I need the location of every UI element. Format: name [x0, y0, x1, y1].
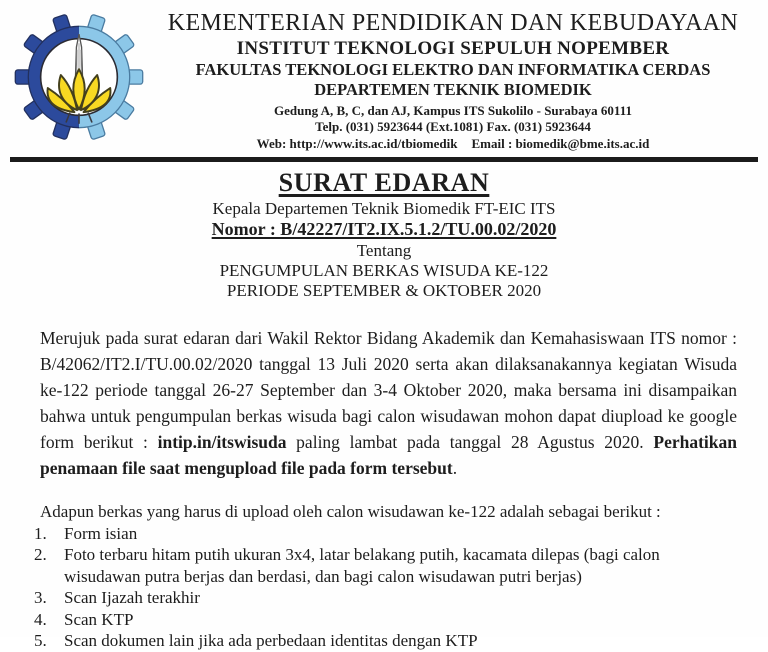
issuer-line: Kepala Departemen Teknik Biomedik FT-EIC ITS: [212, 199, 556, 218]
website-text: Web: http://www.its.ac.id/tbiomedik: [256, 136, 458, 151]
list-item-number: 5.: [34, 631, 47, 650]
paragraph-text-1: Merujuk pada surat edaran dari Wakil Rektor Bidang Akademik dan Kemahasiswaan ITS nomor : B/42062/IT2.I/TU.00.02/2020 tanggal 13 Juli 2020 serta akan dilaksanakannya kegiatan Wisuda ke-122 periode tanggal 26-27 September dan 3-4 Oktober 2020, maka bersama ini disampaikan bahwa untuk pengumpulan berkas wisuda bagi calon wisudawan mohon dapat diupload ke google form berikut :: [40, 328, 737, 452]
address-line: Gedung A, B, C, dan AJ, Kampus ITS Sukolilo - Surabaya 60111: [274, 103, 632, 118]
requirements-section: [34, 501, 737, 652]
paragraph-text-2: paling lambat pada tanggal 28 Agustus 2020.: [286, 432, 654, 452]
list-item-text: Foto terbaru hitam putih ukuran 3x4, latar belakang putih, kacamata dilepas (bagi calon wisudawan putra berjas dan berdasi, dan bagi calon wisudawan putri berjas): [64, 545, 660, 586]
title-block: [0, 169, 768, 301]
upload-url-text: intip.in/itswisuda: [157, 432, 287, 452]
paragraph-text-3: .: [452, 458, 458, 478]
subject-line-1: PENGUMPULAN BERKAS WISUDA KE-122: [219, 261, 549, 280]
list-item: [34, 630, 737, 652]
list-item: [34, 587, 737, 609]
list-item-text: Scan KTP: [64, 609, 134, 629]
its-logo-svg: [8, 12, 150, 142]
list-item-number: 1.: [34, 523, 47, 543]
letterhead: [0, 0, 768, 152]
department-name: DEPARTEMEN TEKNIK BIOMEDIK: [314, 80, 592, 99]
list-item-text: Scan dokumen lain jika ada perbedaan identitas dengan KTP: [64, 631, 478, 650]
list-item: [34, 523, 737, 545]
institute-name: INSTITUT TEKNOLOGI SEPULUH NOPEMBER: [236, 38, 670, 59]
required-documents-list: [34, 523, 737, 652]
letter-body: [0, 325, 768, 652]
its-logo-icon: [8, 12, 150, 142]
phone-line: Telp. (031) 5923644 (Ext.1081) Fax. (031) 5923644: [315, 119, 591, 134]
letterhead-text: [150, 10, 756, 152]
list-item: [34, 609, 737, 631]
list-item: [34, 544, 737, 587]
faculty-name: FAKULTAS TEKNOLOGI ELEKTRO DAN INFORMATIKA CERDAS: [195, 60, 711, 79]
ministry-name: KEMENTERIAN PENDIDIKAN DAN KEBUDAYAAN: [167, 10, 739, 36]
list-item-number: 3.: [34, 588, 47, 607]
list-item-text: Scan Ijazah terakhir: [64, 588, 200, 607]
subject-line-2: PERIODE SEPTEMBER & OKTOBER 2020: [226, 281, 542, 300]
list-item-number: 2.: [34, 545, 47, 564]
letterhead-divider: [10, 157, 758, 162]
list-item-number: 4.: [34, 609, 47, 629]
list-item-text: Form isian: [64, 523, 138, 543]
document-title: SURAT EDARAN: [278, 168, 490, 197]
list-intro: Adapun berkas yang harus di upload oleh calon wisudawan ke-122 adalah sebagai berikut :: [40, 502, 661, 521]
document-number: Nomor : B/42227/IT2.IX.5.1.2/TU.00.02/2020: [211, 219, 557, 239]
about-label: Tentang: [356, 241, 412, 260]
opening-paragraph: [40, 325, 737, 481]
file-naming-warning: Perhatikan penamaan file saat mengupload file pada form tersebut: [40, 432, 737, 478]
web-email-line: [150, 135, 756, 152]
email-text: Email : biomedik@bme.its.ac.id: [471, 136, 650, 151]
